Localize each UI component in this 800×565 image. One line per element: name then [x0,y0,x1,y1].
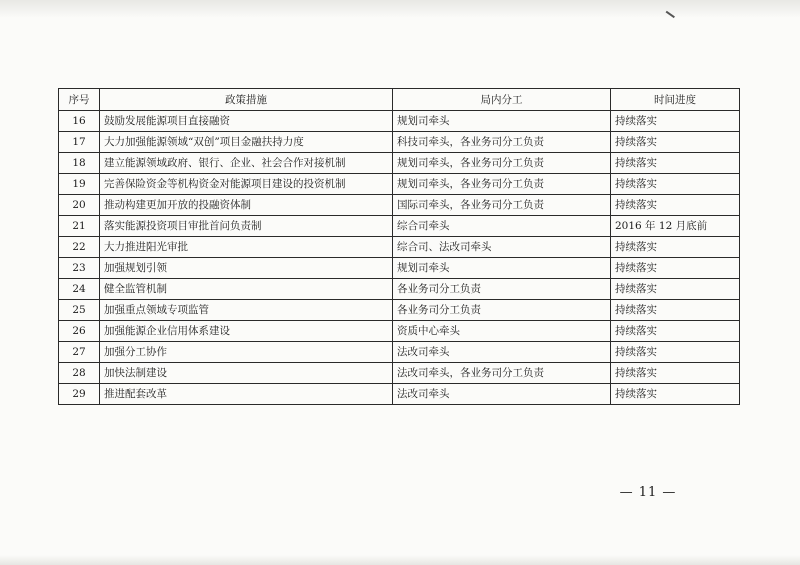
cell-measure: 加强规划引领 [100,258,393,279]
cell-no: 18 [59,153,100,174]
cell-timeline: 2016 年 12 月底前 [611,216,740,237]
cell-division: 规划司牵头，各业务司分工负责 [393,174,611,195]
cell-no: 27 [59,342,100,363]
cell-measure: 完善保险资金等机构资金对能源项目建设的投资机制 [100,174,393,195]
cell-no: 25 [59,300,100,321]
page-number: — 11 — [619,485,677,500]
table-row [59,195,740,216]
cell-timeline: 持续落实 [611,237,740,258]
cell-no: 22 [59,237,100,258]
cell-timeline: 持续落实 [611,153,740,174]
cell-division: 科技司牵头，各业务司分工负责 [393,132,611,153]
cell-measure: 加强重点领域专项监管 [100,300,393,321]
cell-no: 23 [59,258,100,279]
table-row [59,321,740,342]
cell-no: 26 [59,321,100,342]
cell-division: 各业务司分工负责 [393,300,611,321]
cell-division: 综合司牵头 [393,216,611,237]
policy-table [58,88,740,405]
table-header-row [59,89,740,111]
cell-no: 21 [59,216,100,237]
cell-division: 综合司、法改司牵头 [393,237,611,258]
cell-no: 28 [59,363,100,384]
cell-no: 17 [59,132,100,153]
cell-measure: 健全监管机制 [100,279,393,300]
cell-timeline: 持续落实 [611,300,740,321]
cell-timeline: 持续落实 [611,342,740,363]
cell-timeline: 持续落实 [611,195,740,216]
cell-division: 规划司牵头 [393,111,611,132]
cell-division: 规划司牵头，各业务司分工负责 [393,153,611,174]
table-row [59,279,740,300]
cell-timeline: 持续落实 [611,132,740,153]
cell-division: 法改司牵头 [393,342,611,363]
cell-measure: 鼓励发展能源项目直接融资 [100,111,393,132]
cell-timeline: 持续落实 [611,384,740,405]
table-row [59,258,740,279]
header-division: 局内分工 [393,89,611,111]
header-measure: 政策措施 [100,89,393,111]
cell-measure: 推动构建更加开放的投融资体制 [100,195,393,216]
cell-measure: 推进配套改革 [100,384,393,405]
cell-division: 各业务司分工负责 [393,279,611,300]
cell-division: 规划司牵头 [393,258,611,279]
cell-no: 24 [59,279,100,300]
table-row [59,363,740,384]
table-row [59,174,740,195]
cell-division: 法改司牵头，各业务司分工负责 [393,363,611,384]
cell-measure: 大力推进阳光审批 [100,237,393,258]
table-row [59,132,740,153]
cell-timeline: 持续落实 [611,321,740,342]
cell-no: 20 [59,195,100,216]
table-row [59,384,740,405]
cell-measure: 建立能源领域政府、银行、企业、社会合作对接机制 [100,153,393,174]
table-row [59,342,740,363]
cell-division: 法改司牵头 [393,384,611,405]
scan-shadow-bottom [0,555,800,565]
table-row [59,153,740,174]
cell-timeline: 持续落实 [611,363,740,384]
cell-measure: 加强能源企业信用体系建设 [100,321,393,342]
cell-division: 资质中心牵头 [393,321,611,342]
scan-shadow-top [0,0,800,18]
table-body [59,111,740,405]
cell-measure: 加强分工协作 [100,342,393,363]
cell-no: 29 [59,384,100,405]
cell-no: 16 [59,111,100,132]
cell-timeline: 持续落实 [611,111,740,132]
cell-timeline: 持续落实 [611,174,740,195]
table-row [59,216,740,237]
cell-measure: 大力加强能源领域“双创”项目金融扶持力度 [100,132,393,153]
table-row [59,300,740,321]
header-timeline: 时间进度 [611,89,740,111]
table-row [59,111,740,132]
cell-timeline: 持续落实 [611,279,740,300]
cell-no: 19 [59,174,100,195]
cell-measure: 加快法制建设 [100,363,393,384]
cell-division: 国际司牵头，各业务司分工负责 [393,195,611,216]
table-row [59,237,740,258]
cell-timeline: 持续落实 [611,258,740,279]
cell-measure: 落实能源投资项目审批首问负责制 [100,216,393,237]
header-no: 序号 [59,89,100,111]
